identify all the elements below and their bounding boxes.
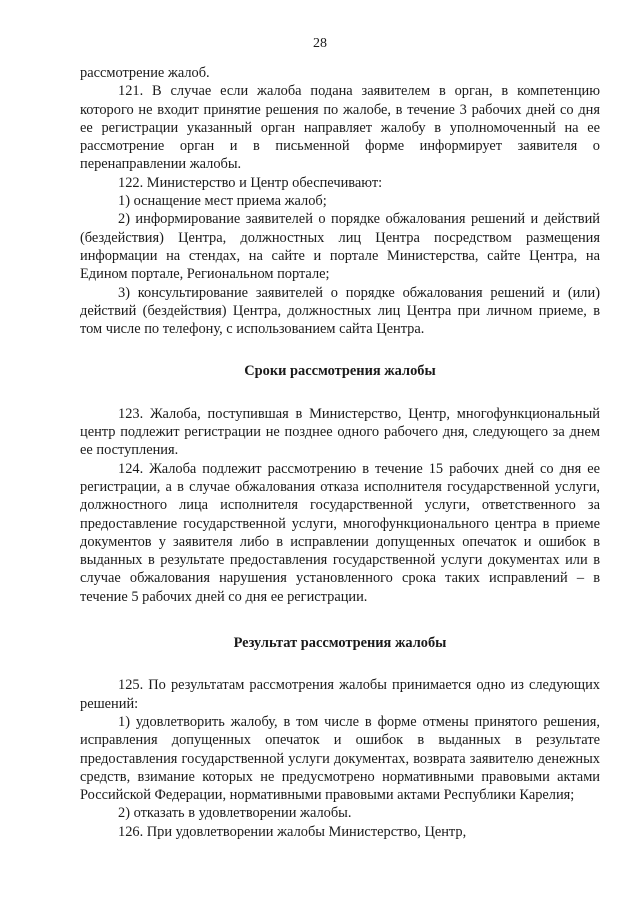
paragraph-123: 123. Жалоба, поступившая в Министерство, Центр, многофункциональный центр подлежит регистрации не позднее одного рабочего дня, следующего за днем ее поступления. xyxy=(80,405,600,459)
section-heading-deadlines: Сроки рассмотрения жалобы xyxy=(244,363,436,380)
paragraph-122: 122. Министерство и Центр обеспечивают: xyxy=(118,174,383,191)
paragraph-125: 125. По результатам рассмотрения жалобы принимается одно из следующих решений: xyxy=(80,677,600,712)
list-item-122-2: 2) информирование заявителей о порядке обжалования решений и действий (бездействия) Центра, должностных лиц Центра посредством размещения информации на стендах, на сайте и портале Министерства, сайте Центра, на Едином портале, Региональном портале; xyxy=(80,211,600,283)
paragraph-126: 126. При удовлетворении жалобы Министерство, Центр, xyxy=(118,823,467,840)
paragraph-continuation: рассмотрение жалоб. xyxy=(80,65,210,81)
section-heading-result: Результат рассмотрения жалобы xyxy=(233,635,447,652)
list-item-125-2: 2) отказать в удовлетворении жалобы. xyxy=(118,805,352,822)
document-body xyxy=(80,64,600,841)
list-item-125-1: 1) удовлетворить жалобу, в том числе в форме отмены принятого решения, исправления допущенных опечаток и ошибок в выданных в результате предоставления государственной услуги документах, возврата заявителю денежных средств, взимание которых не предусмотрено нормативными правовыми актами Российской Федерации, нормативными правовыми актами Республики Карелия; xyxy=(80,713,600,804)
paragraph-124: 124. Жалоба подлежит рассмотрению в течение 15 рабочих дней со дня ее регистрации, а в случае обжалования отказа исполнителя государственной услуги, должностного лица исполнителя государственной услуги, ответственного за предоставление государственной услуги, многофункционального центра в приеме документов у заявителя либо в исправлении допущенных опечаток и ошибок в выданных в результате предоставления государственной услуги документах или в случае обжалования нарушения установленного срока таких исправлений – в течение 5 рабочих дней со дня ее регистрации. xyxy=(80,460,600,605)
paragraph-121: 121. В случае если жалоба подана заявителем в орган, в компетенцию которого не входит принятие решения по жалобе, в течение 3 рабочих дней со дня ее регистрации указанный орган направляет жалобу в уполномоченный на ее рассмотрение орган и в письменной форме информирует заявителя о перенаправлении жалобы. xyxy=(80,83,600,173)
list-item-122-3: 3) консультирование заявителей о порядке обжалования решений и (или) действий (бездействия) Центра, должностных лиц Центра при личном приеме, в том числе по телефону, с использованием сайта Центра. xyxy=(80,284,600,338)
list-item-122-1: 1) оснащение мест приема жалоб; xyxy=(118,193,327,210)
page-number: 28 xyxy=(313,36,327,51)
